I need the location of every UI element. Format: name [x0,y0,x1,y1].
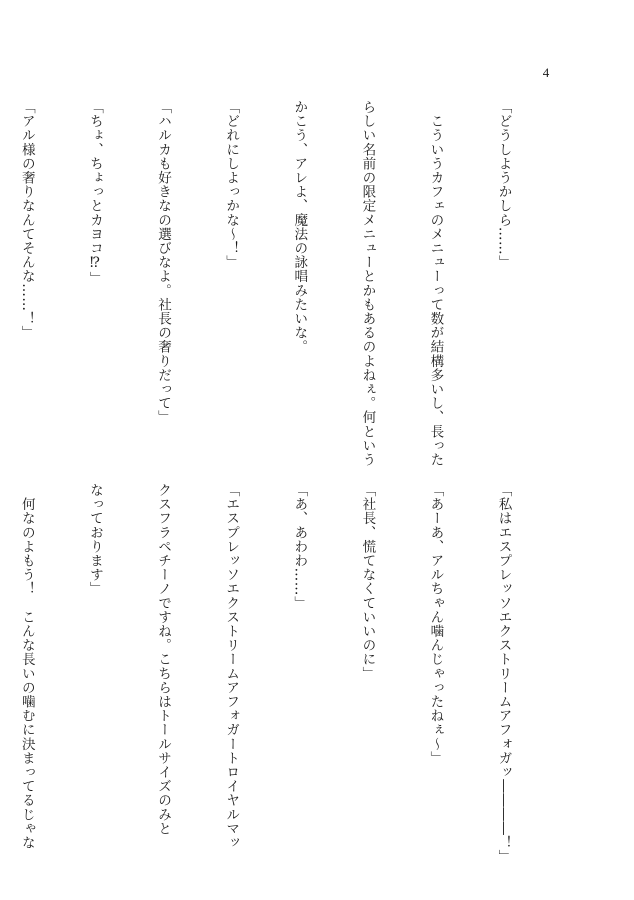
text-line: 「どうしようかしら……」 [495,100,512,270]
text-line: 「どれにしよっかな～！」 [223,100,240,270]
text-line: かこう、アレよ、魔法の詠唱みたいな。 [291,100,308,354]
text-block-top [18,100,560,467]
text-line: こういうカフェのメニューって数が結構多いし、長った [427,100,444,467]
text-line: らしい名前の限定メニューとかもあるのよねぇ。何という [359,100,376,467]
page-number: 4 [542,65,550,80]
text-line: 「アル様の奢りなんてそんな……！」 [18,100,35,340]
text-line: 「あーあ、アルちゃん噛んじゃったねぇ～」 [427,483,444,765]
text-line: 「エスプレッソエクストリームアフォガートロイヤルマッ [223,483,240,850]
text-block-bottom [18,483,560,864]
text-line: 「あ、あわわ……」 [291,483,308,610]
text-line: クスフラペチーノですね。こちらはトールサイズのみと [155,483,172,836]
text-line: 「ちょ、ちょっとカヨコ⁉」 [86,100,103,286]
text-line: 「社長、慌てなくていいのに」 [359,483,376,681]
text-line: 「私はエスプレッソエクストリームアフォガッ――――！」 [495,483,512,864]
text-line: なっております」 [86,483,103,596]
text-line: 何なのよもう！ こんな長いの噛むに決まってるじゃな [18,483,35,850]
text-line: 「ハルカも好きなの選びなよ。社長の奢りだって」 [155,100,172,425]
